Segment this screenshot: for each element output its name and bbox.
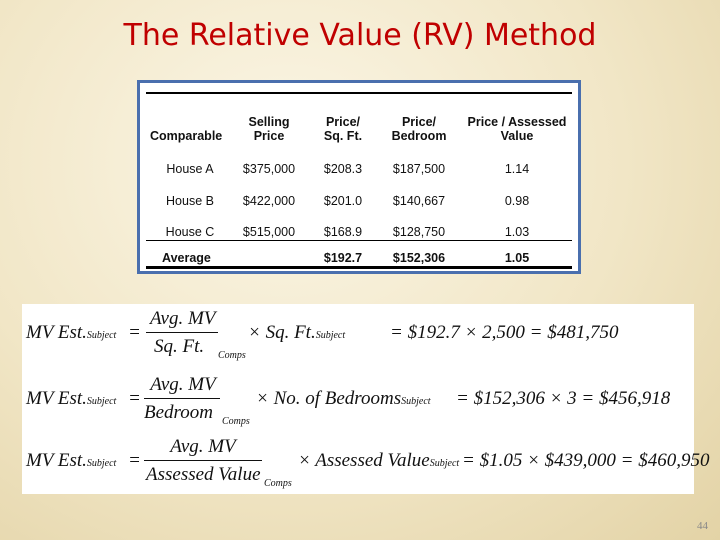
f3-fraction-bar	[144, 460, 262, 461]
average-pbed: $152,306	[392, 251, 446, 265]
f1-fraction-bar	[146, 332, 218, 333]
row-a-pbed: $187,500	[392, 162, 446, 176]
f2-fraction-bar	[144, 398, 220, 399]
f3-den-sub: Comps	[264, 478, 292, 489]
average-psf: $192.7	[323, 251, 363, 265]
f1-numerator: Avg. MV	[150, 308, 216, 329]
average-label: Average	[162, 251, 211, 265]
f2-rhs: × No. of BedroomsSubject	[256, 388, 431, 409]
row-b-name: House B	[166, 194, 214, 208]
row-c-pbed: $128,750	[392, 225, 446, 239]
f2-eq: =	[128, 388, 141, 409]
header-comparable: Comparable	[150, 129, 223, 143]
f3-eq: =	[128, 450, 141, 471]
f1-den-sub: Comps	[218, 350, 246, 361]
table-top-rule	[146, 92, 572, 94]
f1-lhs: MV Est.Subject	[26, 322, 117, 343]
f2-result: = $152,306 × 3 = $456,918	[456, 388, 671, 409]
f3-denominator: Assessed Value	[146, 464, 261, 485]
header-price-per-bedroom: Price/ Bedroom	[391, 115, 447, 143]
formula-panel	[22, 304, 710, 494]
f1-eq: =	[128, 322, 141, 343]
row-a-name: House A	[166, 162, 214, 176]
f2-den-sub: Comps	[222, 416, 250, 427]
f3-lhs: MV Est.Subject	[26, 450, 117, 471]
header-price-per-sqft: Price/ Sq. Ft.	[323, 115, 363, 143]
f3-result: = $1.05 × $439,000 = $460,950	[462, 450, 710, 471]
f1-rhs: × Sq. Ft.Subject	[248, 322, 346, 343]
table-bottom-rule	[146, 266, 572, 269]
f1-result: = $192.7 × 2,500 = $481,750	[390, 322, 619, 343]
average-pav: 1.05	[504, 251, 530, 265]
row-b-pbed: $140,667	[392, 194, 446, 208]
f3-rhs: × Assessed ValueSubject	[298, 450, 460, 471]
average-rule	[146, 240, 572, 241]
row-a-pav: 1.14	[504, 162, 530, 176]
row-a-psf: $208.3	[323, 162, 363, 176]
f1-denominator: Sq. Ft.	[154, 336, 205, 357]
row-c-selling: $515,000	[242, 225, 296, 239]
header-selling-price: Selling Price	[248, 115, 290, 143]
row-c-name: House C	[165, 225, 215, 239]
row-b-psf: $201.0	[323, 194, 363, 208]
f3-numerator: Avg. MV	[170, 436, 236, 457]
slide-title: The Relative Value (RV) Method	[123, 18, 597, 53]
f2-denominator: Bedroom	[144, 402, 213, 423]
row-a-selling: $375,000	[242, 162, 296, 176]
f2-lhs: MV Est.Subject	[26, 388, 117, 409]
row-c-psf: $168.9	[323, 225, 363, 239]
comparables-table	[137, 80, 581, 274]
row-c-pav: 1.03	[504, 225, 530, 239]
f2-numerator: Avg. MV	[150, 374, 216, 395]
header-price-per-assessed-value: Price / Assessed Value	[467, 115, 567, 143]
page-number: 44	[697, 520, 708, 532]
row-b-selling: $422,000	[242, 194, 296, 208]
row-b-pav: 0.98	[504, 194, 530, 208]
